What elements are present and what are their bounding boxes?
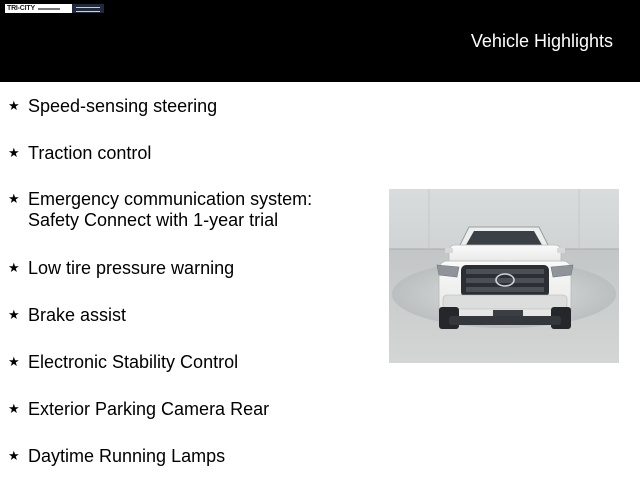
star-icon: ★ xyxy=(8,146,20,161)
dealer-logo[interactable] xyxy=(5,4,104,13)
feature-item xyxy=(8,305,368,326)
feature-item xyxy=(8,189,368,231)
star-icon: ★ xyxy=(8,261,20,276)
star-icon: ★ xyxy=(8,402,20,417)
feature-label: Speed-sensing steering xyxy=(28,96,218,116)
star-icon: ★ xyxy=(8,192,20,207)
feature-item xyxy=(8,258,368,279)
dealer-logo-text: TRI-CITY xyxy=(7,5,35,12)
feature-label: Daytime Running Lamps xyxy=(28,446,226,466)
star-icon: ★ xyxy=(8,449,20,464)
header-bar xyxy=(0,0,640,82)
feature-item xyxy=(8,399,368,420)
logo-contact-block xyxy=(72,4,104,13)
page-title: Vehicle Highlights xyxy=(470,31,613,51)
logo-divider xyxy=(38,8,60,10)
feature-item xyxy=(8,352,368,373)
feature-label: Electronic Stability Control xyxy=(28,352,239,372)
feature-label: Exterior Parking Camera Rear xyxy=(28,399,270,419)
feature-label: Emergency communication system: Safety Connect with 1-year trial xyxy=(28,189,313,230)
feature-item xyxy=(8,446,368,467)
vehicle-photo xyxy=(389,189,619,363)
feature-label: Low tire pressure warning xyxy=(28,258,235,278)
star-icon: ★ xyxy=(8,99,20,114)
star-icon: ★ xyxy=(8,308,20,323)
feature-item xyxy=(8,96,368,117)
feature-label: Brake assist xyxy=(28,305,127,325)
star-icon: ★ xyxy=(8,355,20,370)
feature-label: Traction control xyxy=(28,143,152,163)
feature-item xyxy=(8,143,368,164)
